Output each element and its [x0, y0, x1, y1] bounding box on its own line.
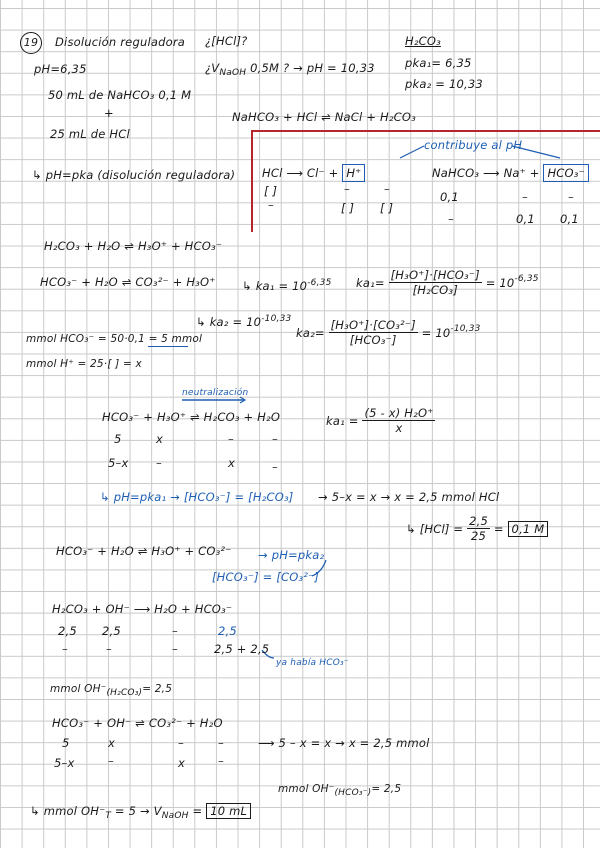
na-conc: 0,1	[516, 212, 535, 226]
buffer-note: ↳ pH=pka (disolución reguladora)	[32, 168, 236, 182]
h-bracket: [ ]	[380, 201, 394, 215]
equilibrium-2: HCO₃⁻ + H₂O ⇌ CO₃²⁻ + H₃O⁺	[40, 275, 216, 289]
result1-solve: → 5–x = x → x = 2,5 mmol HCl	[318, 490, 500, 504]
mmol-oh-hco3: mmol OH⁻(HCO₃⁻)= 2,5	[278, 783, 402, 798]
cl-bracket: [ ]	[341, 201, 355, 215]
part2-equilibrium: HCO₃⁻ + H₂O ⇌ H₃O⁺ + CO₃²⁻	[56, 544, 232, 558]
plus-sign: +	[104, 106, 114, 120]
neutralization-reaction: HCO₃⁻ + H₃O⁺ ⇌ H₂CO₃ + H₂O	[102, 410, 281, 424]
p2-r3-c3: –	[178, 736, 184, 750]
hcl-answer: 0,1 M	[508, 521, 549, 537]
nahco3-conc: 0,1	[440, 190, 459, 204]
h-dash: –	[384, 182, 390, 196]
hcl-bracket: [ ]	[264, 184, 278, 198]
p2-r3-c4: –	[218, 736, 224, 750]
nahco3-dissociation: NaHCO₃ ⟶ Na⁺ + HCO₃⁻	[432, 166, 589, 180]
hcl-dissociation: HCl ⟶ Cl⁻ + H⁺	[262, 166, 365, 180]
ya-habia-note: ya había HCO₃⁻	[276, 658, 349, 668]
contributes-label: contribuye al pH	[424, 138, 523, 152]
p2-r1-c1: 2,5	[58, 624, 77, 638]
mmol-oh-h2co3: mmol OH⁻(H₂CO₃)= 2,5	[50, 683, 173, 698]
neut-r2-c4: –	[272, 460, 278, 474]
p2-r2-c3: –	[172, 642, 178, 656]
equilibrium-1: H₂CO₃ + H₂O ⇌ H₃O⁺ + HCO₃⁻	[44, 239, 223, 253]
ka1-short: ↳ $ka_1 = 10^{-6,35}$	[242, 278, 332, 293]
ph-value: pH=6,35	[34, 62, 87, 76]
p2-r1-c2: 2,5	[102, 624, 121, 638]
reagent-hcl: 25 mL de HCl	[50, 127, 130, 141]
p2-r4-c4: –	[218, 754, 224, 768]
acid-label: H₂CO₃	[405, 34, 441, 48]
p2-r1-c3: –	[172, 624, 178, 638]
p2-r2-c2: –	[106, 642, 112, 656]
hco3-box: HCO₃⁻	[543, 164, 588, 182]
reagent-nahco3: 50 mL de NaHCO₃ 0,1 M	[48, 88, 192, 102]
hco3-conc: 0,1	[560, 212, 579, 226]
neut-r1-c4: –	[272, 432, 278, 446]
part2-reaction2: HCO₃⁻ + OH⁻ ⇌ CO₃²⁻ + H₂O	[52, 716, 223, 730]
neut-r1-c1: 5	[114, 432, 122, 446]
problem-title: Disolución reguladora	[55, 35, 186, 49]
nahco3-dash: –	[448, 212, 454, 226]
question-hcl: ¿[HCl]?	[205, 34, 248, 48]
pka2-value: pka₂ = 10,33	[405, 77, 483, 91]
neutralization-label: neutralización	[182, 388, 249, 398]
final-result: ↳ mmol $OH^-_T = 5 \to V_{NaOH} = 10$ mL	[30, 804, 251, 823]
hco3-dash: –	[568, 190, 574, 204]
neut-r1-c2: x	[156, 432, 164, 446]
result1-line: ↳ pH=pka₁ → [HCO₃⁻] = [H₂CO₃]	[100, 490, 294, 504]
p2-r4-c2: –	[108, 754, 114, 768]
question-vnaoh: ¿$V_{NaOH}$ 0,5M ? → pH = 10,33	[205, 61, 375, 78]
p2-r4-c1: 5–x	[54, 756, 75, 770]
result1-concentration: ↳ [HCl] = $\frac{2,5}{25}$ = 0,1 M	[406, 514, 548, 543]
p2-r1-c4: 2,5	[218, 624, 237, 638]
mmol-hco3: mmol HCO₃⁻ = 50·0,1 = 5 mmol	[26, 333, 203, 345]
part2-ph-pka2: → pH=pka₂	[258, 548, 325, 562]
problem-number: 19	[20, 32, 42, 54]
pka1-value: pka₁= 6,35	[405, 56, 472, 70]
cl-dash: –	[344, 182, 350, 196]
p2-r4-c3: x	[178, 756, 186, 770]
part2-solve: ⟶ 5 – x = x → x = 2,5 mmol	[258, 736, 430, 750]
neut-r2-c3: x	[228, 456, 236, 470]
ka1-expression: ka₁= $\frac{\text{[H₃O⁺]·[HCO₃⁻]}}{\text{[H₂CO₃]}}$ = $10^{-6,35}$	[356, 268, 539, 297]
part2-equal: [HCO₃⁻] = [CO₃²⁻]	[212, 570, 320, 584]
hcl-dash: –	[268, 198, 274, 212]
ka2-short: ↳ $ka_2 = 10^{-10,33}$	[196, 314, 292, 329]
neut-r2-c2: –	[156, 456, 162, 470]
h-plus-box: H⁺	[342, 164, 365, 182]
neut-r1-c3: –	[228, 432, 234, 446]
na-dash: –	[522, 190, 528, 204]
part2-reaction: H₂CO₃ + OH⁻ ⟶ H₂O + HCO₃⁻	[52, 602, 233, 616]
ka2-expression: ka₂= $\frac{\text{[H₃O⁺]·[CO₃²⁻]}}{\text{[HCO₃⁻]}}$ = $10^{-10,33}$	[296, 318, 481, 347]
volume-answer: 10 mL	[206, 803, 251, 819]
main-reaction: NaHCO₃ + HCl ⇌ NaCl + H₂CO₃	[232, 110, 416, 124]
p2-r2-c4: 2,5 + 2,5	[214, 642, 270, 656]
neut-r2-c1: 5–x	[108, 456, 129, 470]
neut-ka1: ka₁ = $\frac{\text{(5 - x) H₂O⁺}}{x}$	[326, 406, 434, 435]
p2-r2-c1: –	[62, 642, 68, 656]
p2-r3-c2: x	[108, 736, 116, 750]
p2-r3-c1: 5	[62, 736, 70, 750]
mmol-h: mmol H⁺ = 25·[ ] = x	[26, 358, 142, 370]
